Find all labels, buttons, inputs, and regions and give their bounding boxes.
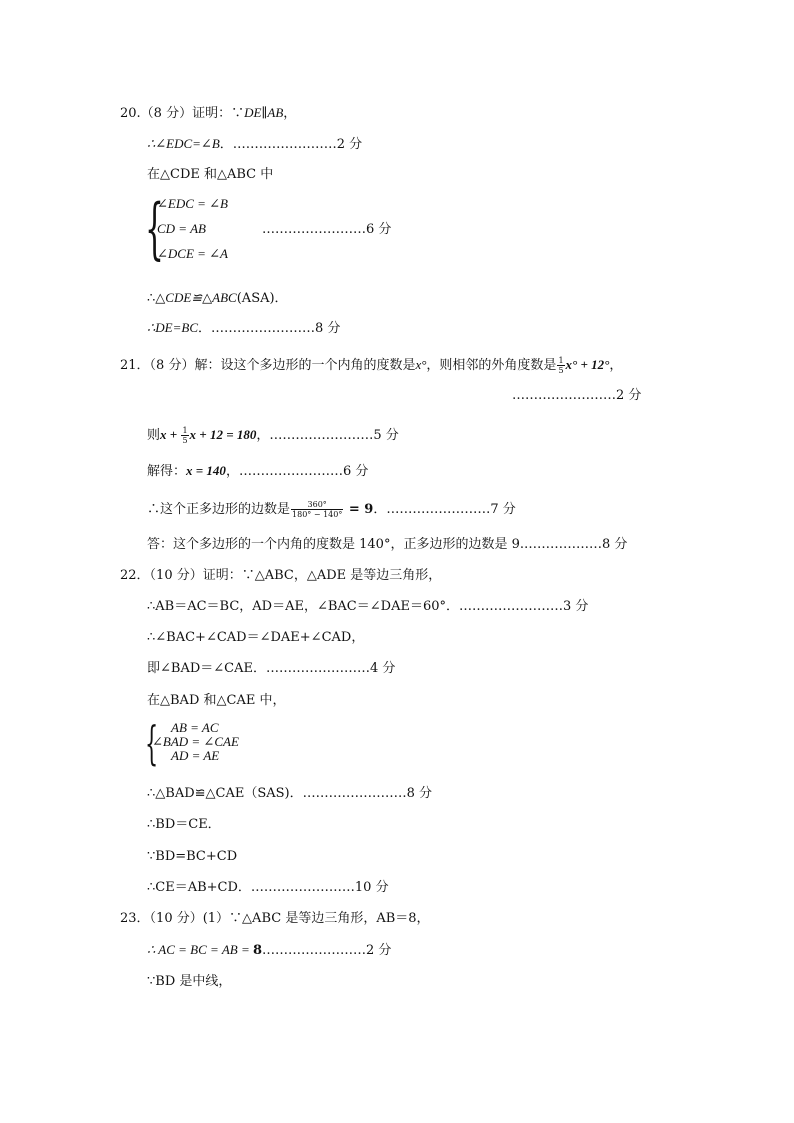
q20-system-row-3: ∠DCE = ∠A (157, 246, 228, 261)
q23-line-1 (147, 941, 391, 960)
q21-line-1 (147, 426, 399, 445)
q21-header-expr: x° + 12° (565, 357, 610, 372)
q21-header-fraction (557, 356, 564, 375)
q22-line-7: ∵BD=BC+CD (147, 849, 238, 864)
q22-line-5: ∴△BAD≌△CAE（SAS)．……………………8 分 (147, 786, 433, 801)
q22-system-brace: { (145, 716, 159, 770)
q22-line-2: ∴∠BAC+∠CAD＝∠DAE+∠CAD， (147, 630, 365, 645)
q21-l1-fraction (181, 426, 188, 445)
q21-l1-b: x + 12 = 180 (189, 427, 257, 442)
q21-line-2 (147, 462, 368, 481)
q21-l3-pre: ∴这个正多边形的边数是 (147, 502, 291, 517)
q20-l1-dots: ．……………………2 分 (219, 137, 363, 152)
q23-header: 23．（10 分）(1）∵△ABC 是等边三角形，AB＝8， (120, 911, 430, 926)
q23-l1-bold: 8 (252, 943, 263, 958)
q20-system-score: ……………………6 分 (262, 222, 392, 237)
q21-l2-math: x = 140 (186, 463, 226, 478)
q21-l2-pre: 解得： (147, 464, 187, 479)
q22-line-4: 在△BAD 和△CAE 中， (147, 693, 286, 708)
q23-l1-math: ∴ AC = BC = AB = (147, 942, 253, 957)
q21-l1-pre: 则 (147, 428, 161, 443)
q20-header (120, 104, 296, 123)
q23-line-2: ∵BD 是中线， (147, 974, 232, 989)
q22-line-3: 即∠BAD＝∠CAE．……………………4 分 (147, 661, 396, 676)
q20-l3-pre: ∴ (147, 291, 156, 306)
q20-l4-math: ∴DE=BC (147, 320, 198, 335)
q21-header-text: 21．（8 分）解：设这个多边形的一个内角的度数是 (120, 358, 416, 373)
q21-l3-fraction (291, 500, 343, 519)
q20-header-math: DE∥AB (244, 105, 284, 120)
q20-l1-math: ∴∠EDC=∠B (147, 136, 220, 151)
q21-l3-frac-den: 180° − 140° (292, 510, 343, 519)
q21-l1-frac-den: 5 (182, 436, 188, 445)
q22-line-6: ∴BD＝CE． (147, 817, 221, 832)
q20-system-brace: { (145, 190, 164, 267)
q21-l3-frac-num: 360° (291, 500, 343, 510)
q21-header-tail: ， (609, 358, 623, 373)
q21-header-mid: ，则相邻的外角度数是 (426, 358, 557, 373)
q22-system-row-1: AB = AC (171, 720, 219, 735)
q20-line-1 (147, 135, 362, 154)
q21-l3-tail: = 9 (344, 502, 374, 517)
q20-l3-math: △CDE≌△ABC (155, 290, 237, 305)
q21-score-2: ……………………2 分 (512, 388, 642, 403)
q21-header-frac-den: 5 (558, 366, 564, 375)
q20-line-3 (147, 289, 288, 308)
q20-system-row-1: ∠EDC = ∠B (157, 196, 228, 211)
q20-l4-dots: ．……………………8 分 (197, 321, 341, 336)
q21-l3-dots: ．……………………7 分 (373, 502, 516, 517)
q22-header: 22．（10 分）证明：∵△ABC，△ADE 是等边三角形， (120, 568, 442, 583)
q21-l1-dots: ，……………………5 分 (256, 428, 399, 443)
q21-header (120, 356, 622, 375)
q21-line-4: 答：这个多边形的一个内角的度数是 140°，正多边形的边数是 9.………………8 分 (147, 537, 628, 552)
q20-header-tail: ， (283, 106, 297, 121)
q20-l3-tail: (ASA)． (236, 291, 288, 306)
q22-line-1: ∴AB＝AC＝BC，AD＝AE，∠BAC＝∠DAE＝60°．……………………3 分 (147, 599, 589, 614)
q21-header-x: x° (415, 357, 427, 372)
q21-l2-dots: ，……………………6 分 (225, 464, 369, 479)
q22-system-row-3: AD = AE (171, 748, 220, 763)
q22-system-row-2: ∠BAD = ∠CAE (152, 734, 239, 749)
q21-line-3 (147, 500, 516, 519)
q20-system-row-2: CD = AB (157, 221, 206, 236)
q21-l1-frac-num: 1 (182, 426, 188, 435)
q23-l1-dots: ……………………2 分 (262, 943, 392, 958)
q20-line-2: 在△CDE 和△ABC 中 (147, 167, 274, 182)
q20-header-text: 20.（8 分）证明：∵ (120, 106, 245, 121)
q22-line-8: ∴CE＝AB+CD．……………………10 分 (147, 880, 389, 895)
q21-l1-a: x + (160, 427, 181, 442)
q21-header-frac-num: 1 (558, 356, 564, 365)
q20-line-4 (147, 319, 340, 338)
